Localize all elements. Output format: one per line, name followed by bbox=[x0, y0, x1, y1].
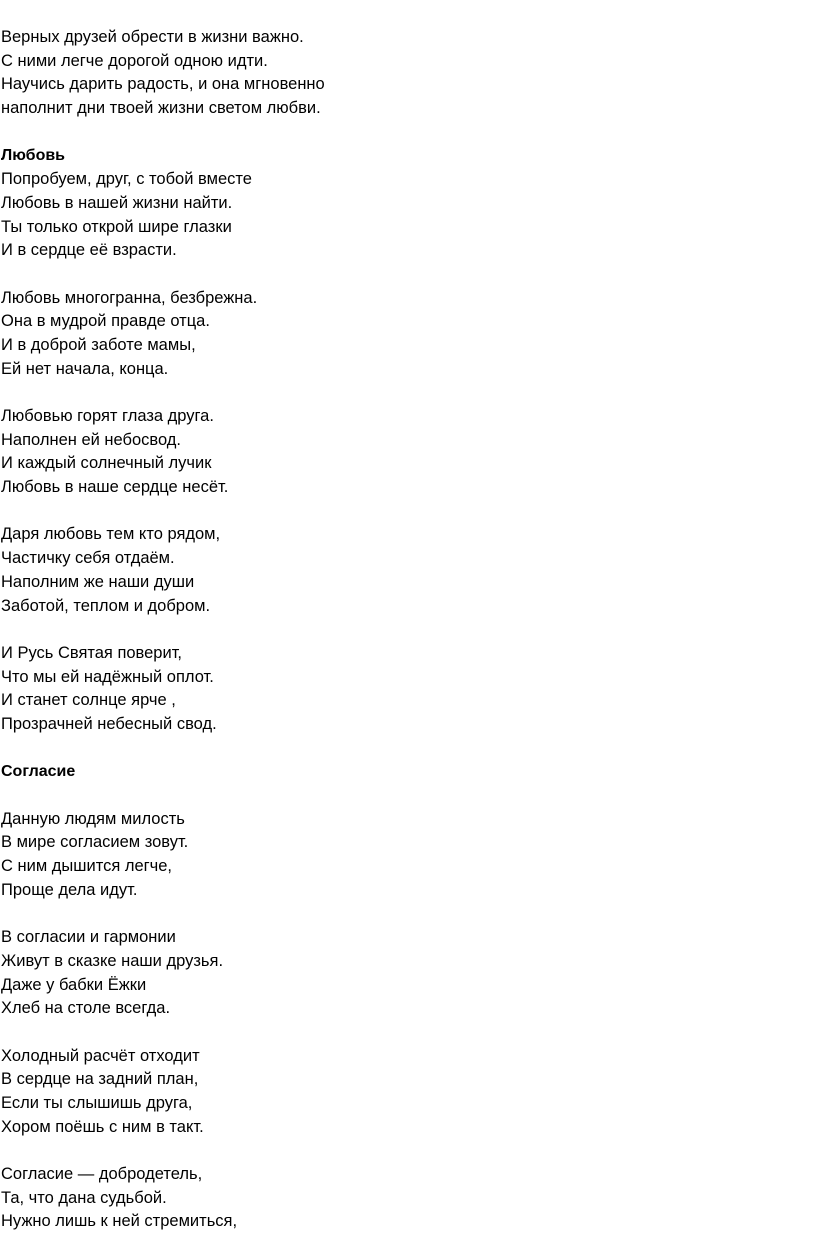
text-line: В сердце на задний план, bbox=[1, 1070, 199, 1089]
stanza bbox=[0, 642, 816, 737]
blank-line bbox=[0, 784, 816, 808]
text-line: И в сердце её взрасти. bbox=[1, 241, 177, 260]
stanza bbox=[0, 405, 816, 500]
blank-line bbox=[0, 500, 816, 524]
blank-line bbox=[0, 381, 816, 405]
text-line: Наполним же наши души bbox=[1, 572, 195, 591]
text-line: И станет солнце ярче , bbox=[1, 691, 176, 710]
stanza bbox=[0, 168, 816, 263]
blank-line bbox=[0, 618, 816, 642]
stanza bbox=[0, 1163, 816, 1234]
text-line: Любовь в нашей жизни найти. bbox=[1, 193, 233, 212]
text-line: Любовью горят глаза друга. bbox=[1, 407, 214, 425]
text-line: И в доброй заботе мамы, bbox=[1, 335, 196, 354]
text-line: Нужно лишь к ней стремиться, bbox=[1, 1212, 238, 1231]
document-page bbox=[0, 26, 816, 1234]
text-line: Хлеб на столе всегда. bbox=[1, 999, 171, 1018]
poem-title: Любовь bbox=[1, 147, 66, 165]
text-line: Любовь многогранна, безбрежна. bbox=[1, 288, 258, 307]
text-line: Ей нет начала, конца. bbox=[1, 359, 169, 378]
poem-title: Согласие bbox=[1, 763, 76, 781]
text-line: Что мы ей надёжный оплот. bbox=[1, 667, 214, 686]
text-line: Верных друзей обрести в жизни важно. bbox=[1, 28, 304, 46]
blank-line bbox=[0, 121, 816, 145]
text-line: Даря любовь тем кто рядом, bbox=[1, 525, 221, 544]
text-line: И Русь Святая поверит, bbox=[1, 643, 183, 662]
text-line: И каждый солнечный лучик bbox=[1, 454, 212, 473]
stanza bbox=[0, 523, 816, 618]
text-line: Хором поёшь с ним в такт. bbox=[1, 1117, 204, 1136]
text-line: Проще дела идут. bbox=[1, 880, 138, 899]
text-line: Холодный расчёт отходит bbox=[1, 1046, 200, 1065]
text-line: Любовь в наше сердце несёт. bbox=[1, 478, 229, 497]
blank-line bbox=[0, 1021, 816, 1045]
text-line: Согласие — добродетель, bbox=[1, 1165, 203, 1183]
blank-line bbox=[0, 1139, 816, 1163]
text-line: С ними легче дорогой одною идти. bbox=[1, 51, 268, 70]
blank-line bbox=[0, 902, 816, 926]
text-line: В согласии и гармонии bbox=[1, 928, 176, 947]
stanza bbox=[0, 1045, 816, 1140]
text-line: Она в мудрой правде отца. bbox=[1, 312, 210, 331]
text-line: Частичку себя отдаём. bbox=[1, 549, 175, 568]
text-line: С ним дышится легче, bbox=[1, 857, 173, 876]
text-line: Если ты слышишь друга, bbox=[1, 1093, 193, 1112]
text-line: Наполнен ей небосвод. bbox=[1, 430, 182, 449]
text-line: Ты только открой шире глазки bbox=[1, 217, 232, 236]
text-line: Живут в сказке наши друзья. bbox=[1, 951, 224, 970]
text-line: Данную людям милость bbox=[1, 809, 185, 828]
text-line: Заботой, теплом и добром. bbox=[1, 596, 211, 615]
text-line: наполнит дни твоей жизни светом любви. bbox=[1, 99, 321, 118]
text-line: В мире согласием зовут. bbox=[1, 833, 189, 852]
intro-stanza bbox=[0, 26, 816, 121]
text-line: Та, что дана судьбой. bbox=[1, 1188, 167, 1207]
stanza bbox=[0, 808, 816, 903]
text-line: Даже у бабки Ёжки bbox=[1, 975, 147, 994]
text-line: Попробуем, друг, с тобой вместе bbox=[1, 170, 252, 189]
stanza bbox=[0, 926, 816, 1021]
blank-line bbox=[0, 737, 816, 761]
text-line: Научись дарить радость, и она мгновенно bbox=[1, 75, 325, 94]
blank-line bbox=[0, 263, 816, 287]
stanza bbox=[0, 287, 816, 382]
text-line: Прозрачней небесный свод. bbox=[1, 714, 217, 733]
